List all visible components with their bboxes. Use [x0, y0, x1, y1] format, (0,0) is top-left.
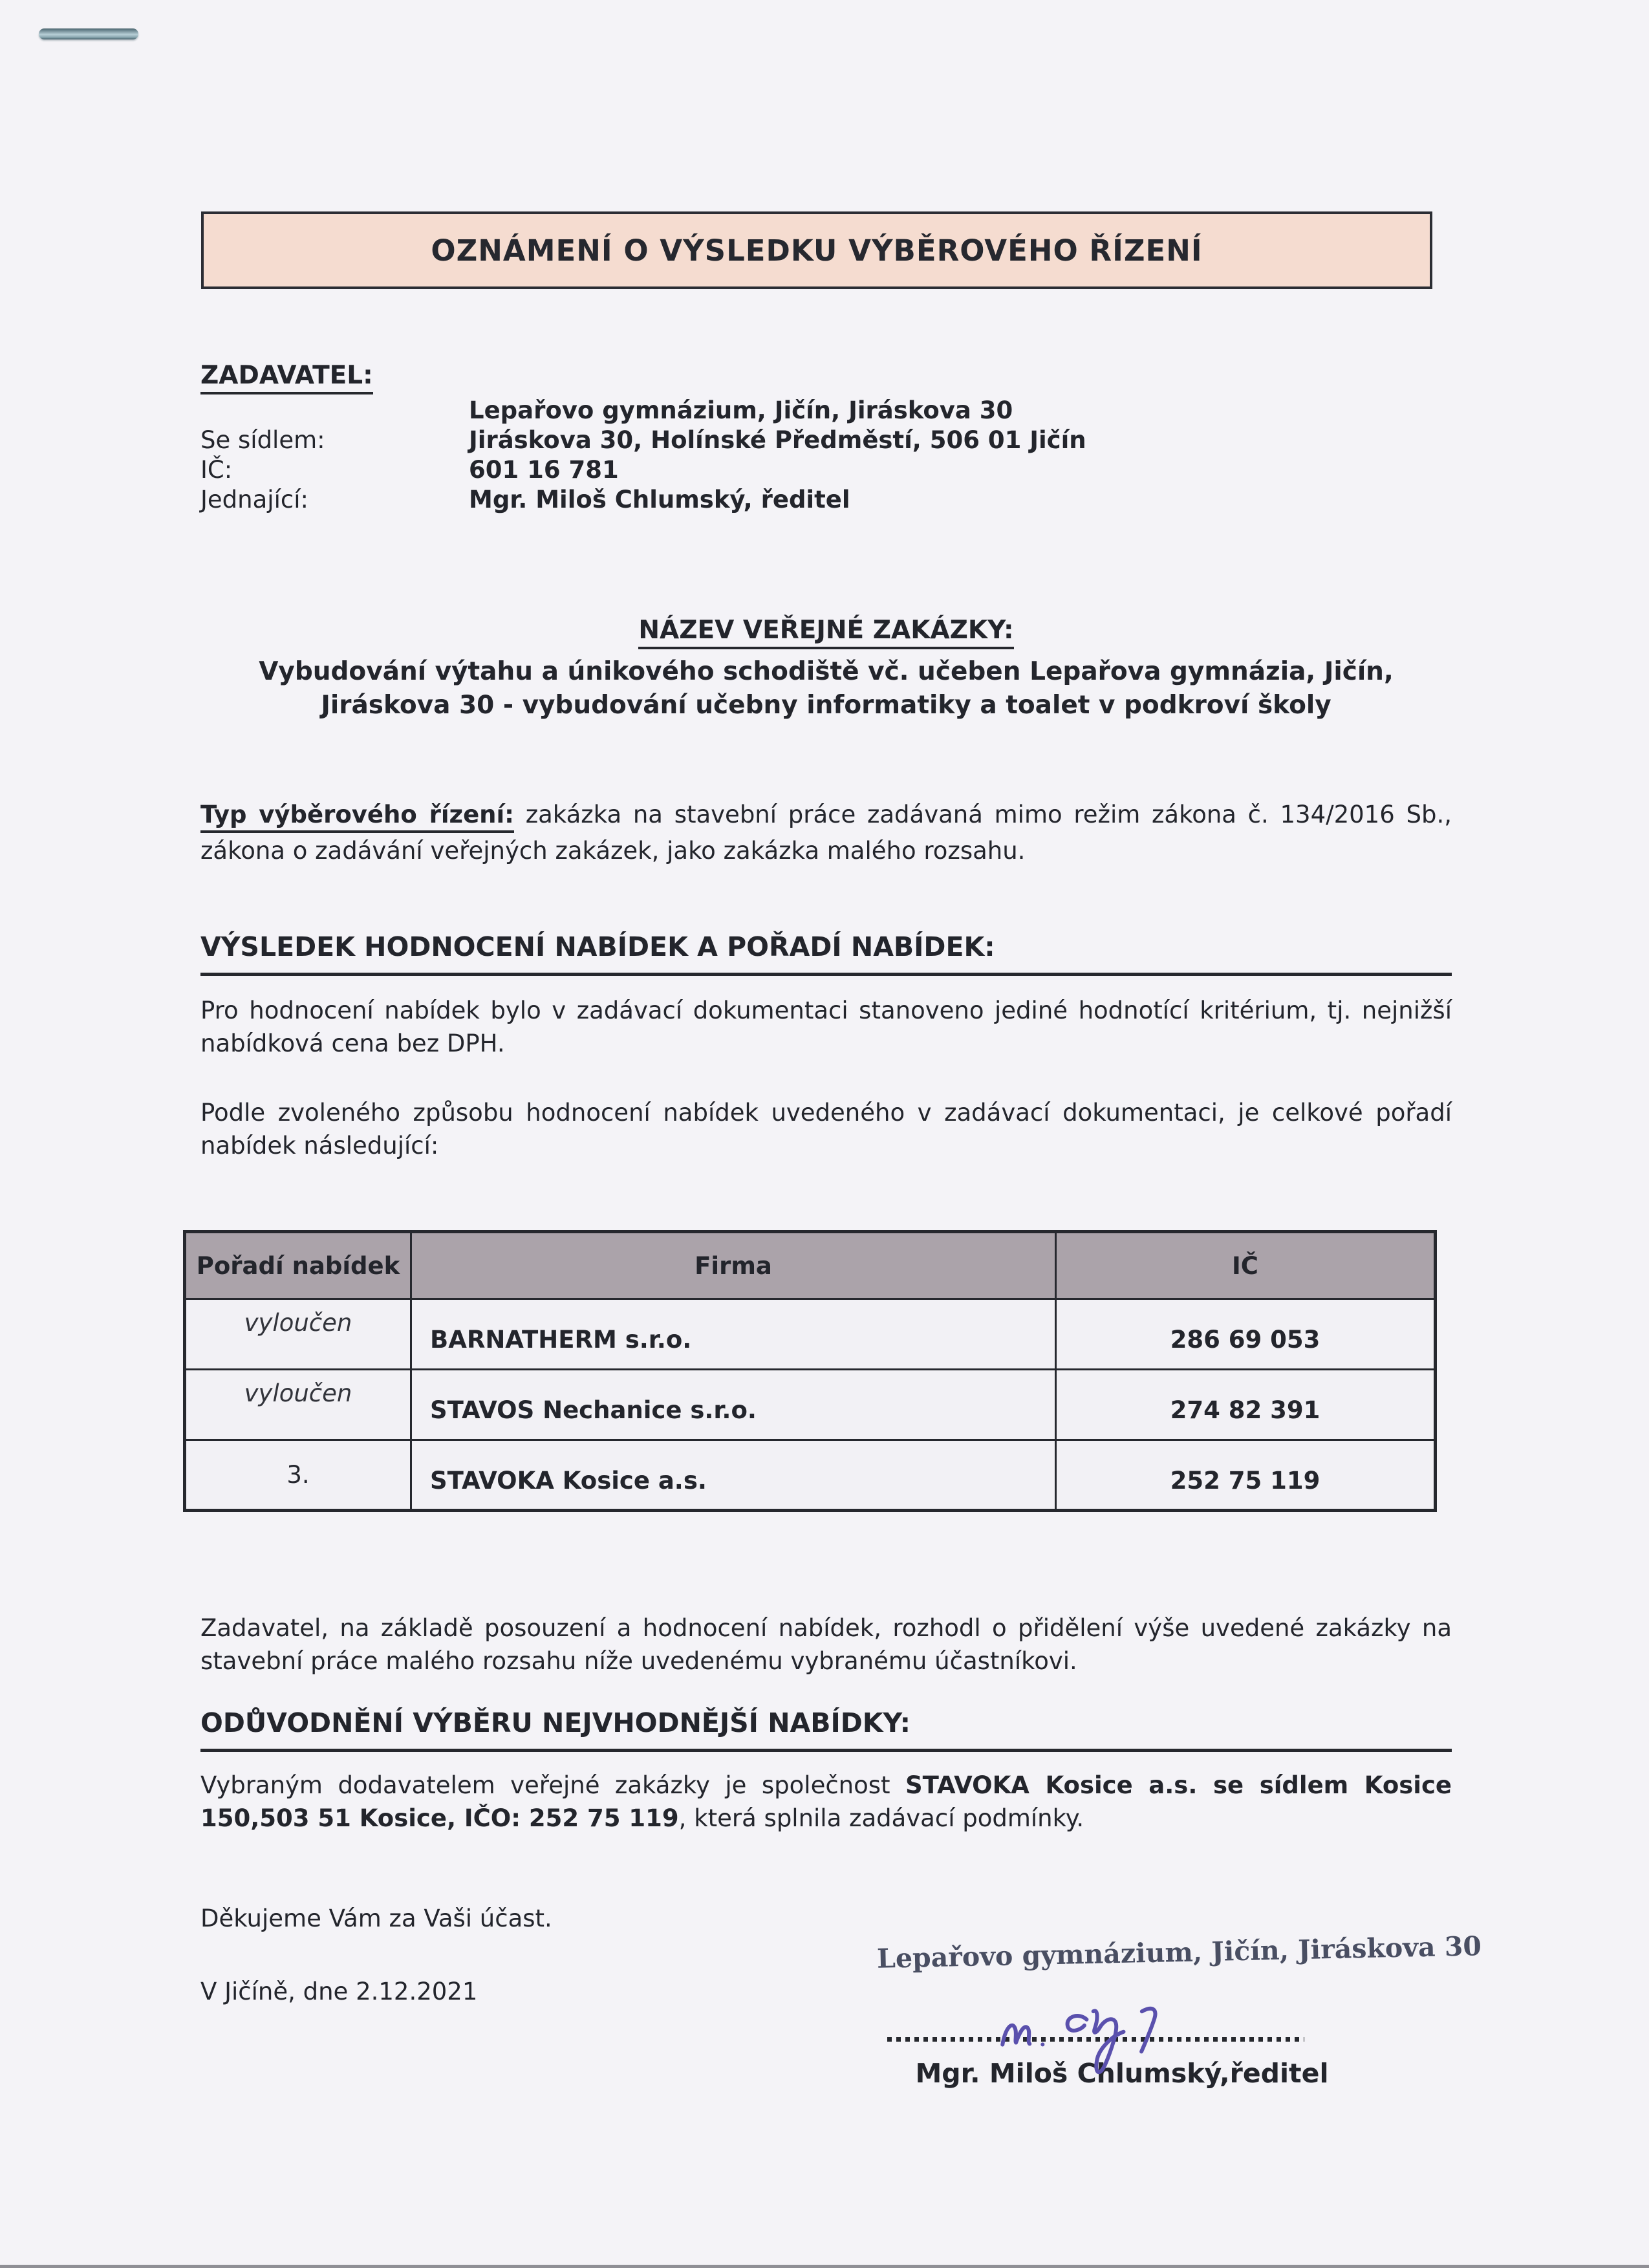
info-value-representative: Mgr. Miloš Chlumský, ředitel — [469, 486, 850, 513]
procedure-type-paragraph — [200, 797, 1452, 869]
justification-paragraph — [200, 1769, 1452, 1835]
info-label: Jednající: — [200, 486, 308, 513]
info-value-address: Jiráskova 30, Holínské Předměstí, 506 01 Jičín — [469, 426, 1086, 454]
document-title-box — [201, 211, 1432, 289]
cell-firma: STAVOKA Kosice a.s. — [411, 1440, 1056, 1511]
justification-heading: ODŮVODNĚNÍ VÝBĚRU NEJVHODNĚJŠÍ NABÍDKY: — [200, 1707, 1452, 1752]
info-row-representative — [200, 485, 1452, 515]
zadavatel-heading: ZADAVATEL: — [200, 361, 373, 390]
info-row-ic — [200, 455, 1452, 485]
table-row — [185, 1440, 1436, 1511]
criterion-paragraph: Pro hodnocení nabídek bylo v zadávací dokumentaci stanoveno jediné hodnotící kritérium, tj. nejnižší nabídková cena bez DPH. — [200, 997, 1452, 1057]
column-header-ic: IČ — [1056, 1232, 1436, 1299]
cell-poradi: vyloučen — [185, 1370, 411, 1440]
info-label: Se sídlem: — [200, 426, 325, 454]
zadavatel-info — [200, 396, 1452, 515]
info-label: IČ: — [200, 456, 233, 484]
cell-ic: 274 82 391 — [1056, 1370, 1436, 1440]
info-row-address — [200, 426, 1452, 455]
info-value-ic: 601 16 781 — [469, 456, 619, 484]
scan-bottom-edge — [0, 2265, 1649, 2268]
table-row — [185, 1370, 1436, 1440]
staple-mark — [39, 28, 138, 39]
results-heading: VÝSLEDEK HODNOCENÍ NABÍDEK A POŘADÍ NABÍDEK: — [200, 931, 1452, 976]
info-value-organization: Lepařovo gymnázium, Jičín, Jiráskova 30 — [469, 396, 1013, 424]
cell-ic: 252 75 119 — [1056, 1440, 1436, 1511]
nazev-heading: NÁZEV VEŘEJNÉ ZAKÁZKY: — [638, 616, 1013, 649]
place-date-line: V Jičíně, dne 2.12.2021 — [200, 1978, 478, 2005]
cell-firma: STAVOS Nechanice s.r.o. — [411, 1370, 1056, 1440]
procedure-type-label: Typ výběrového řízení: — [200, 801, 514, 833]
thanks-line: Děkujeme Vám za Vaši účast. — [200, 1905, 552, 1932]
info-label — [200, 396, 469, 426]
cell-ic: 286 69 053 — [1056, 1299, 1436, 1370]
winner-name: STAVOKA Kosice a.s. se sídlem Kosice 150,503 51 Kosice, IČO: 252 75 119 — [200, 1771, 1452, 1832]
document-title: OZNÁMENÍ O VÝSLEDKU VÝBĚROVÉHO ŘÍZENÍ — [431, 233, 1203, 268]
cell-poradi: 3. — [185, 1440, 411, 1511]
column-header-poradi: Pořadí nabídek — [185, 1232, 411, 1299]
contract-name: Vybudování výtahu a únikového schodiště vč. učeben Lepařova gymnázia, Jičín, Jiráskova 30 - vybudování učebny informatiky a toalet v podkroví školy — [259, 657, 1394, 720]
cell-firma: BARNATHERM s.r.o. — [411, 1299, 1056, 1370]
nazev-heading-wrap — [200, 616, 1452, 645]
procedure-type-text: zakázka na stavební práce zadávaná mimo režim zákona č. 134/2016 Sb., zákona o zadávání veřejných zakázek, jako zakázka malého rozsahu. — [200, 801, 1452, 865]
table-row — [185, 1299, 1436, 1370]
signature-ink — [989, 1991, 1203, 2088]
ranking-intro-paragraph: Podle zvoleného způsobu hodnocení nabídek uvedeného v zadávací dokumentaci, je celkové pořadí nabídek následující: — [200, 1099, 1452, 1160]
cell-poradi: vyloučen — [185, 1299, 411, 1370]
justification-pre: Vybraným dodavatelem veřejné zakázky je společnost — [200, 1771, 906, 1799]
column-header-firma: Firma — [411, 1232, 1056, 1299]
table-header-row — [185, 1232, 1436, 1299]
signer-name: Mgr. Miloš Chlumský,ředitel — [915, 2058, 1329, 2089]
results-table — [183, 1230, 1437, 1512]
school-stamp: Lepařovo gymnázium, Jičín, Jiráskova 30 — [876, 1930, 1482, 1974]
decision-paragraph: Zadavatel, na základě posouzení a hodnocení nabídek, rozhodl o přidělení výše uvedené zakázky na stavební práce malého rozsahu níže uvedenému vybranému účastníkovi. — [200, 1614, 1452, 1675]
info-row-name — [200, 396, 1452, 426]
justification-post: , která splnila zadávací podmínky. — [678, 1804, 1084, 1832]
